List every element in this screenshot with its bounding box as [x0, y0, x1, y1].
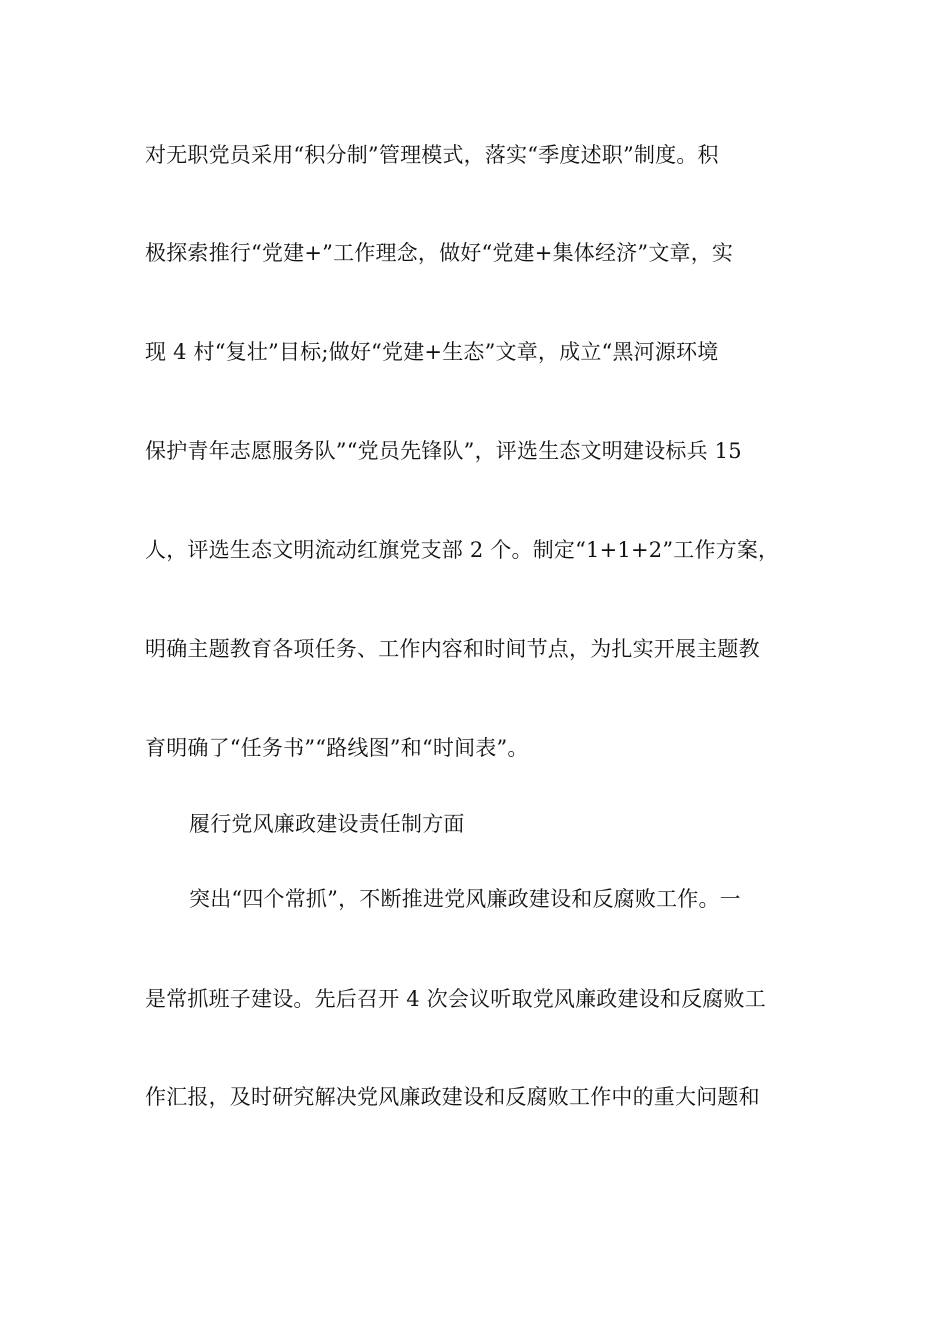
paragraph-line: 保护青年志愿服务队”“党员先锋队”，评选生态文明建设标兵 15	[145, 439, 742, 463]
paragraph-line: 人，评选生态文明流动红旗党支部 2 个。制定“1+1+2”工作方案，	[145, 538, 780, 562]
paragraph-line: 极探索推行“党建+”工作理念，做好“党建+集体经济”文章，实	[145, 241, 734, 265]
paragraph-line: 是常抓班子建设。先后召开 4 次会议听取党风廉政建设和反腐败工	[145, 987, 766, 1011]
section-heading: 履行党风廉政建设责任制方面	[189, 812, 465, 836]
paragraph-line: 作汇报，及时研究解决党风廉政建设和反腐败工作中的重大问题和	[145, 1085, 760, 1109]
paragraph-line: 对无职党员采用“积分制”管理模式，落实“季度述职”制度。积	[145, 143, 719, 167]
paragraph-line: 育明确了“任务书”“路线图”和“时间表”。	[145, 736, 529, 760]
paragraph-line: 现 4 村“复壮”目标;做好“党建+生态”文章，成立“黑河源环境	[145, 340, 719, 364]
paragraph-line: 突出“四个常抓”，不断推进党风廉政建设和反腐败工作。一	[189, 887, 741, 911]
paragraph-line: 明确主题教育各项任务、工作内容和时间节点，为扎实开展主题教	[145, 637, 760, 661]
